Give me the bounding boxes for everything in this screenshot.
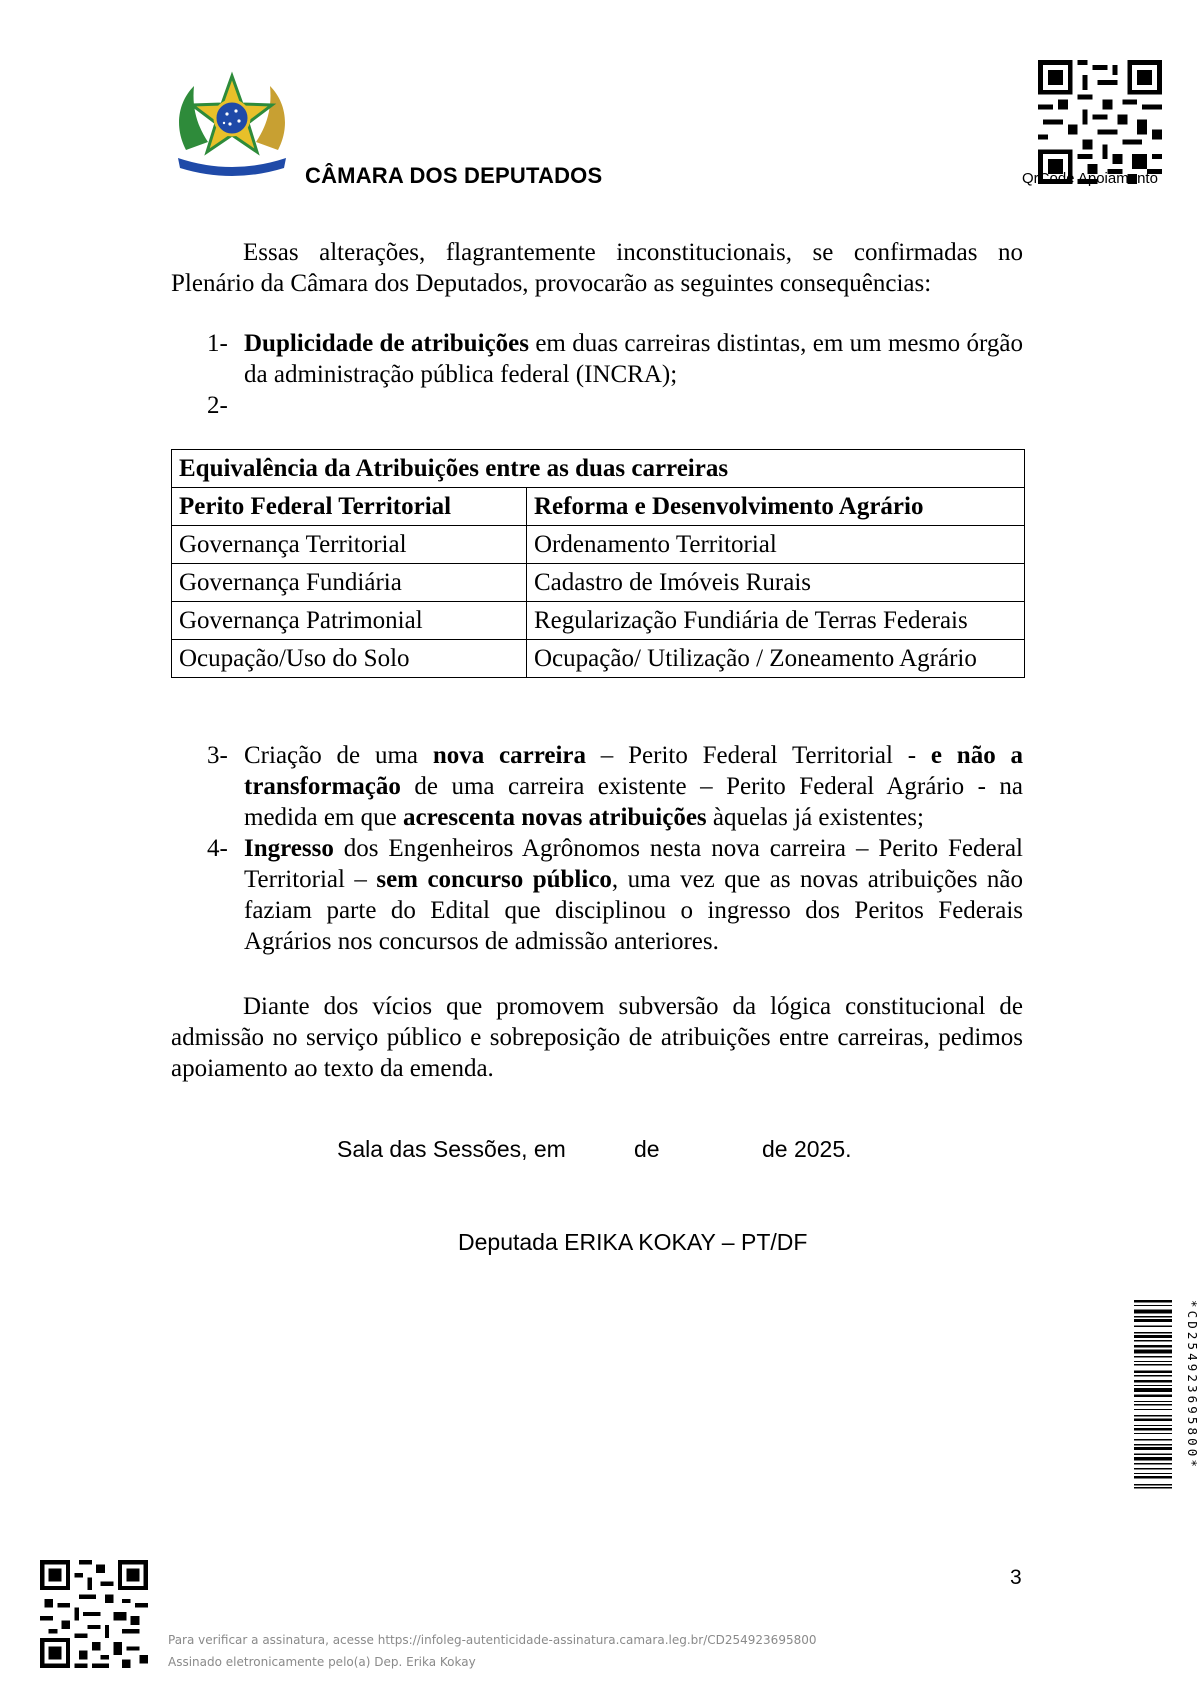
session-month-label: de — [634, 1136, 660, 1162]
chamber-title: CÂMARA DOS DEPUTADOS — [305, 163, 603, 188]
list-number: 1- — [207, 330, 228, 357]
table-header: Reforma e Desenvolvimento Agrário — [527, 488, 1025, 526]
table-cell: Ocupação/Uso do Solo — [172, 640, 527, 678]
session-place: Sala das Sessões, em — [337, 1136, 566, 1162]
table-cell: Regularização Fundiária de Terras Federais — [527, 602, 1025, 640]
list-number: 3- — [207, 742, 228, 769]
qr-code-icon[interactable] — [40, 1560, 148, 1668]
barcode-text: *CD254923695800* — [1185, 1300, 1200, 1471]
page-number: 3 — [1010, 1566, 1022, 1589]
session-year: de 2025. — [762, 1136, 852, 1162]
table-row — [172, 564, 1025, 602]
signature-line: Deputada ERIKA KOKAY – PT/DF — [458, 1229, 808, 1255]
item4-bold: Ingresso — [244, 835, 334, 862]
item4-text: dos Engenheiros Agrônomos nesta nova carreira – Perito Federal Territorial – — [244, 835, 1023, 893]
qr-code-icon[interactable] — [1038, 60, 1162, 184]
table-caption: Equivalência da Atribuições entre as duas carreiras — [172, 450, 1025, 488]
table-cell: Governança Fundiária — [172, 564, 527, 602]
barcode-icon — [1134, 1300, 1172, 1545]
item3-text: de uma carreira existente – Perito Federal Agrário - na medida em que — [244, 773, 1023, 831]
item3-text: – Perito Federal Territorial - — [586, 742, 931, 769]
item4-text: , uma vez que as novas atribuições não faziam parte do Edital que disciplinou o ingresso dos Peritos Federais Agrários nos concursos de admissão anteriores. — [244, 866, 1023, 955]
table-row — [172, 526, 1025, 564]
list-item-3 — [171, 740, 1023, 833]
table-cell: Governança Territorial — [172, 526, 527, 564]
item1-text: em duas carreiras distintas, em um mesmo órgão da administração pública federal (INCRA); — [244, 330, 1023, 388]
item3-bold: nova carreira — [432, 742, 586, 769]
table-cell: Ocupação/ Utilização / Zoneamento Agrário — [527, 640, 1025, 678]
table-row — [172, 602, 1025, 640]
brazil-coat-of-arms-icon — [172, 72, 292, 182]
list-number: 2- — [207, 392, 228, 419]
table-cell: Ordenamento Territorial — [527, 526, 1025, 564]
attributions-table — [171, 449, 1025, 678]
table-cell: Governança Patrimonial — [172, 602, 527, 640]
qr-caption: QrCode Apoiamento — [1022, 170, 1158, 187]
item3-text: Criação de uma — [244, 742, 433, 769]
list-item-1 — [171, 328, 1023, 390]
item1-bold: Duplicidade de atribuições — [244, 330, 529, 357]
verification-url[interactable]: Para verificar a assinatura, acesse https://infoleg-autenticidade-assinatura.camara.leg.br/CD254923695800 — [168, 1633, 817, 1647]
list-item-4 — [171, 833, 1023, 957]
table-row — [172, 640, 1025, 678]
table-cell: Cadastro de Imóveis Rurais — [527, 564, 1025, 602]
item4-bold: sem concurso público — [376, 866, 612, 893]
conclusion-paragraph: Diante dos vícios que promovem subversão da lógica constitucional de admissão no serviço público e sobreposição de atribuições entre carreiras, pedimos apoiamento ao texto da emenda. — [171, 993, 1023, 1082]
item3-bold: acrescenta novas atribuições — [402, 804, 707, 831]
item3-bold: e não a transformação — [244, 742, 1024, 800]
intro-paragraph: Essas alterações, flagrantemente inconstitucionais, se confirmadas no Plenário da Câmara dos Deputados, provocarão as seguintes consequências: — [171, 239, 1023, 297]
list-number: 4- — [207, 835, 228, 862]
signed-by-note: Assinado eletronicamente pelo(a) Dep. Erika Kokay — [168, 1655, 476, 1669]
item3-text: àquelas já existentes; — [706, 804, 924, 831]
table-header: Perito Federal Territorial — [172, 488, 527, 526]
